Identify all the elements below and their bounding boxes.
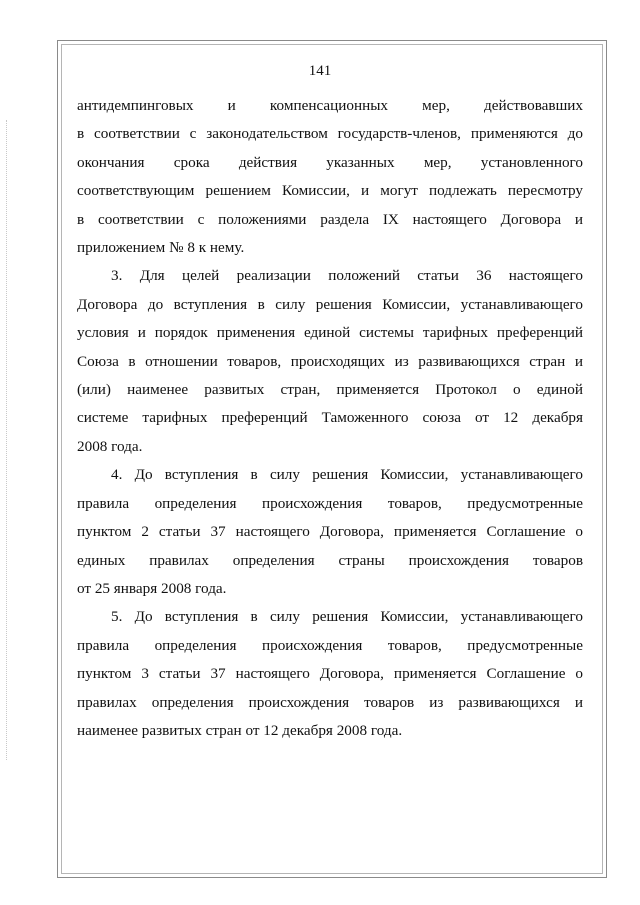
text-line: условия и порядок применения единой системы тарифных преференций bbox=[77, 324, 583, 342]
text-line: правила определения происхождения товаров, предусмотренные bbox=[77, 636, 583, 654]
page-number: 141 bbox=[308, 63, 332, 79]
text-line: окончания срока действия указанных мер, установленного bbox=[77, 153, 583, 171]
paragraph-item-4 bbox=[77, 461, 583, 603]
text-line: в соответствии с положениями раздела IX настоящего Договора и bbox=[77, 210, 583, 228]
text-line: правила определения происхождения товаров, предусмотренные bbox=[77, 494, 583, 512]
text-line: антидемпинговых и компенсационных мер, действовавших bbox=[77, 97, 583, 114]
text-line: системе тарифных преференций Таможенного союза от 12 декабря bbox=[77, 409, 583, 427]
text-line: 2008 года. bbox=[77, 437, 143, 455]
paragraph-item-5 bbox=[77, 603, 583, 745]
paragraph-item-3 bbox=[77, 262, 583, 461]
text-line: пунктом 3 статьи 37 настоящего Договора, применяется Соглашение о bbox=[77, 665, 583, 683]
text-line: в соответствии с законодательством государств-членов, применяются до bbox=[77, 125, 583, 143]
text-line: 5. До вступления в силу решения Комиссии, устанавливающего bbox=[111, 608, 583, 626]
text-line: единых правилах определения страны происхождения товаров bbox=[77, 551, 583, 569]
text-line: правилах определения происхождения товаров из развивающихся и bbox=[77, 693, 583, 711]
text-line: от 25 января 2008 года. bbox=[77, 579, 227, 597]
text-line: Союза в отношении товаров, происходящих из развивающихся стран и bbox=[77, 352, 583, 370]
scan-edge-marks bbox=[6, 120, 8, 760]
text-line: соответствующим решением Комиссии, и могут подлежать пересмотру bbox=[77, 182, 583, 200]
text-line: наименее развитых стран от 12 декабря 2008 года. bbox=[77, 721, 403, 739]
text-line: (или) наименее развитых стран, применяется Протокол о единой bbox=[77, 381, 583, 399]
text-line: пунктом 2 статьи 37 настоящего Договора, применяется Соглашение о bbox=[77, 523, 583, 541]
paragraph-continuation bbox=[77, 92, 583, 262]
text-line: приложением № 8 к нему. bbox=[77, 239, 245, 257]
document-body bbox=[77, 92, 583, 745]
text-line: Договора до вступления в силу решения Комиссии, устанавливающего bbox=[77, 295, 583, 313]
text-line: 3. Для целей реализации положений статьи 36 настоящего bbox=[111, 267, 583, 285]
text-line: 4. До вступления в силу решения Комиссии, устанавливающего bbox=[111, 466, 583, 484]
